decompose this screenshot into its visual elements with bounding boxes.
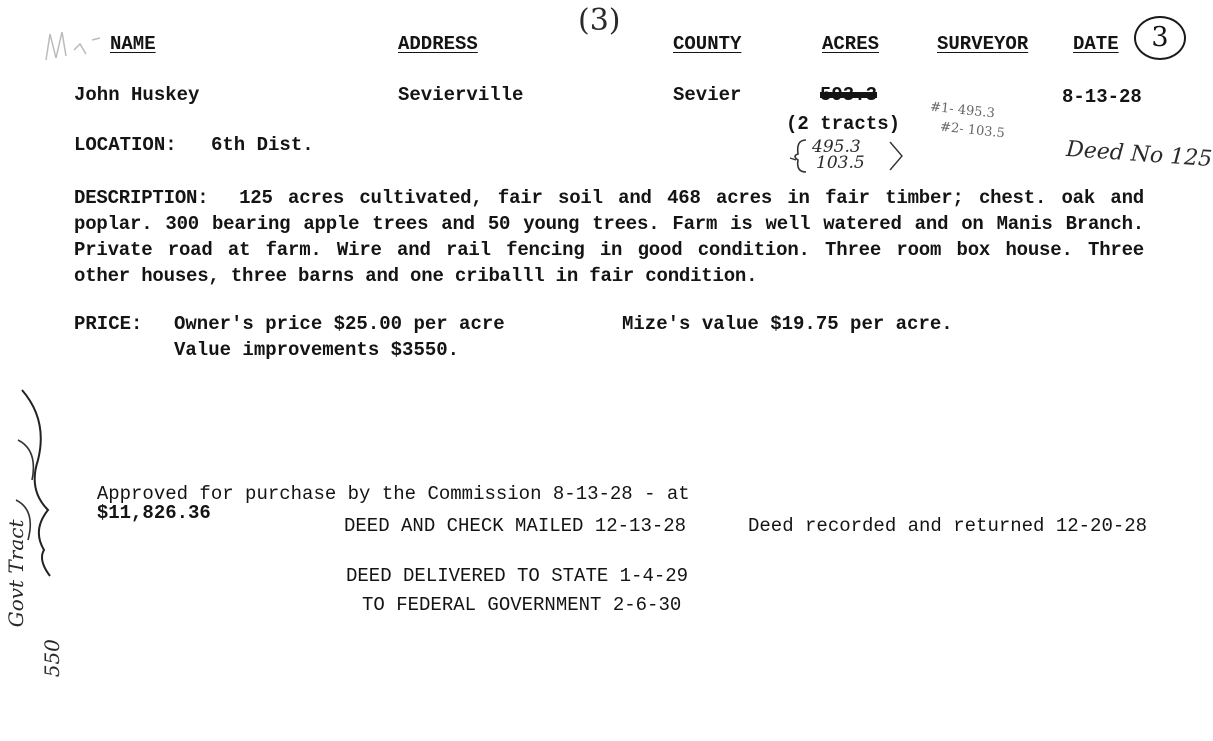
header-surveyor: SURVEYOR [937, 33, 1029, 55]
deed-recorded: Deed recorded and returned 12-20-28 [748, 515, 1148, 537]
owner-county: Sevier [673, 84, 742, 106]
owner-name: John Huskey [74, 84, 200, 106]
tract-note-1: #1- 495.3 [929, 99, 996, 122]
margin-note-line-2: 550 [40, 639, 64, 678]
deed-mailed: DEED AND CHECK MAILED 12-13-28 [344, 515, 687, 537]
tracts-note: (2 tracts) [786, 113, 901, 135]
header-county: COUNTY [673, 33, 742, 55]
mize-value: Mize's value $19.75 per acre. [622, 313, 953, 335]
description-text: 125 acres cultivated, fair soil and 468 acres in fair timber; chest. oak and poplar. 300 bearing apple trees and 50 young trees. Farm is well watered and on Manis Branch. Private road at farm. Wire and rail fencing in good condition. Three room box house. Three other houses, three barns and one criballl in fair condition. [74, 187, 1145, 287]
header-acres: ACRES [822, 33, 880, 55]
header-date: DATE [1073, 33, 1119, 55]
margin-note-line-1: Govt Tract [4, 519, 28, 628]
handwritten-page-number: (3) [578, 3, 621, 38]
margin-note-line-2-wrap [22, 639, 62, 690]
circled-number-corner: 3 [1134, 16, 1186, 60]
tract-a-acres: 495.3 [812, 137, 861, 157]
header-address: ADDRESS [398, 33, 478, 55]
margin-scribble-top [40, 20, 110, 70]
owner-price: Owner's price $25.00 per acre [174, 313, 505, 335]
deed-number-note: Deed No 125 [1065, 136, 1213, 173]
description-block [74, 185, 1144, 289]
margin-note-bottom-left [0, 520, 26, 641]
deed-delivered-federal: TO FEDERAL GOVERNMENT 2-6-30 [362, 594, 682, 616]
owner-address: Sevierville [398, 84, 524, 106]
tract-note-2: #2- 103.5 [939, 119, 1006, 142]
header-name: NAME [110, 33, 156, 55]
record-date: 8-13-28 [1062, 86, 1142, 108]
description-label: DESCRIPTION: [74, 187, 209, 209]
tract-b-acres: 103.5 [816, 153, 865, 173]
location-label: LOCATION: [74, 134, 177, 156]
location-value: 6th Dist. [211, 134, 314, 156]
price-label: PRICE: [74, 313, 143, 335]
deed-delivered-state: DEED DELIVERED TO STATE 1-4-29 [346, 565, 689, 587]
approval-amount: $11,826.36 [96, 502, 211, 524]
tract-brace [788, 136, 908, 176]
acres-struck-out: 593.3 [820, 84, 878, 106]
improvements-value: Value improvements $3550. [174, 339, 460, 361]
approval-text: Approved for purchase by the Commission 8-13-28 - at [96, 483, 690, 505]
